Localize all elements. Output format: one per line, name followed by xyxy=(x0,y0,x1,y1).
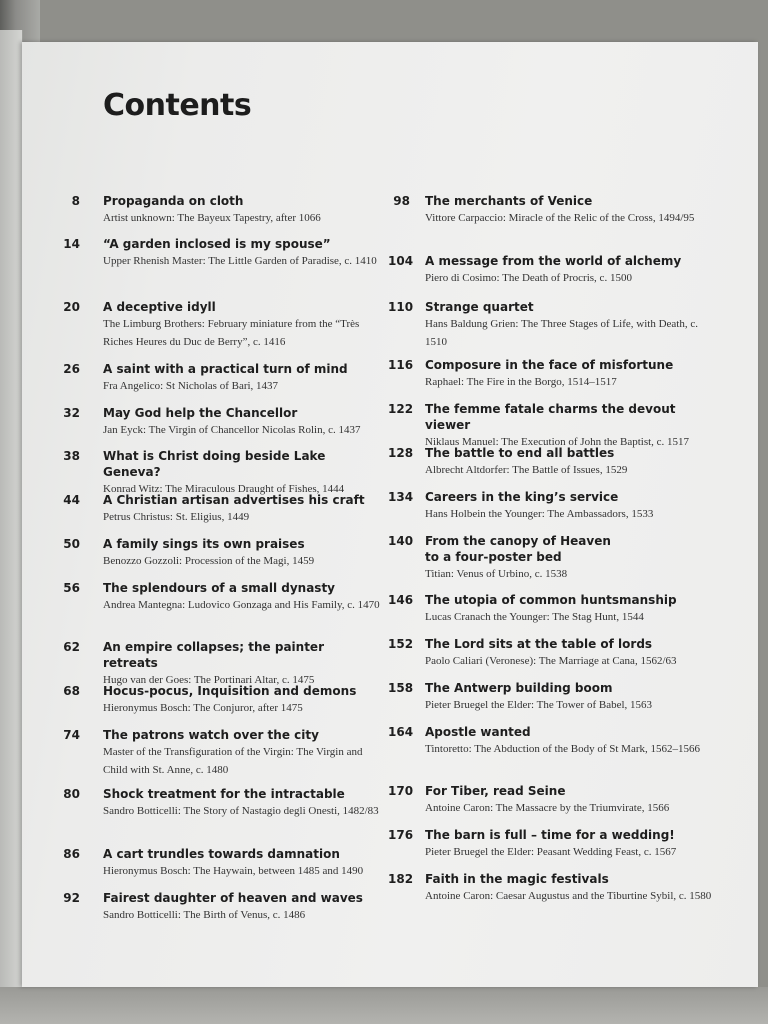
entry-subtitle: Antoine Caron: The Massacre by the Triumvirate, 1566 xyxy=(425,802,670,814)
entry-heading: For Tiber, read Seine xyxy=(425,784,566,798)
contents-entry xyxy=(388,533,718,592)
contents-entry xyxy=(388,827,718,871)
page-number: 170 xyxy=(388,784,414,798)
contents-entry xyxy=(388,253,718,299)
entry-heading: The merchants of Venice xyxy=(425,194,593,208)
entry-heading: A saint with a practical turn of mind xyxy=(103,362,348,376)
entry-subtitle: Hans Holbein the Younger: The Ambassadors, 1533 xyxy=(425,508,654,520)
contents-entry xyxy=(60,405,380,448)
entry-heading: An empire collapses; the painter retreats xyxy=(103,640,324,670)
page-number: 32 xyxy=(63,406,80,420)
contents-entry xyxy=(60,683,380,727)
entry-heading: The femme fatale charms the devout viewer xyxy=(425,402,676,432)
entry-subtitle: Vittore Carpaccio: Miracle of the Relic of the Cross, 1494/95 xyxy=(425,212,695,224)
page-number: 74 xyxy=(63,728,80,742)
page-number: 80 xyxy=(63,787,80,801)
entry-heading: What is Christ doing beside Lake Geneva? xyxy=(103,449,326,479)
contents-entry xyxy=(60,299,380,361)
contents-column-left xyxy=(60,193,380,934)
entry-subtitle: Lucas Cranach the Younger: The Stag Hunt, 1544 xyxy=(425,611,644,623)
page-number: 38 xyxy=(63,449,80,463)
entry-subtitle: Artist unknown: The Bayeux Tapestry, after 1066 xyxy=(103,212,321,224)
page-number: 134 xyxy=(388,490,414,504)
page-number: 56 xyxy=(63,581,80,595)
page-number: 164 xyxy=(388,725,414,739)
entry-heading: Composure in the face of misfortune xyxy=(425,358,674,372)
page-number: 92 xyxy=(63,891,80,905)
contents-entry xyxy=(60,361,380,405)
page-number: 176 xyxy=(388,828,414,842)
entry-subtitle: Hugo van der Goes: The Portinari Altar, c. 1475 xyxy=(103,674,315,686)
contents-entry xyxy=(388,193,718,253)
contents-column-right xyxy=(388,193,718,915)
entry-subtitle: Sandro Botticelli: The Birth of Venus, c. 1486 xyxy=(103,909,306,921)
entry-subtitle: Jan Eyck: The Virgin of Chancellor Nicolas Rolin, c. 1437 xyxy=(103,424,361,436)
entry-heading: Faith in the magic festivals xyxy=(425,872,609,886)
entry-heading: The patrons watch over the city xyxy=(103,728,319,742)
page-number: 44 xyxy=(63,493,80,507)
contents-entry xyxy=(60,236,380,299)
page-number: 152 xyxy=(388,637,414,651)
previous-page-edge xyxy=(0,30,23,990)
entry-subtitle: Paolo Caliari (Veronese): The Marriage at Cana, 1562/63 xyxy=(425,655,677,667)
entry-subtitle: Fra Angelico: St Nicholas of Bari, 1437 xyxy=(103,380,279,392)
page-number: 110 xyxy=(388,300,414,314)
page-number: 20 xyxy=(63,300,80,314)
entry-subtitle: Upper Rhenish Master: The Little Garden of Paradise, c. 1410 xyxy=(103,255,377,267)
entry-subtitle: Antoine Caron: Caesar Augustus and the Tiburtine Sybil, c. 1580 xyxy=(425,890,712,902)
contents-entry xyxy=(388,636,718,680)
contents-entry xyxy=(60,193,380,236)
entry-heading: Strange quartet xyxy=(425,300,534,314)
page-title: Contents xyxy=(103,88,252,123)
page-number: 68 xyxy=(63,684,80,698)
entry-subtitle: Hans Baldung Grien: The Three Stages of Life, with Death, c. 1510 xyxy=(425,318,698,348)
page-number: 50 xyxy=(63,537,80,551)
page-number: 62 xyxy=(63,640,80,654)
entry-heading: Fairest daughter of heaven and waves xyxy=(103,891,363,905)
entry-subtitle: Hieronymus Bosch: The Haywain, between 1485 and 1490 xyxy=(103,865,364,877)
contents-entry xyxy=(388,445,718,489)
entry-heading: The utopia of common huntsmanship xyxy=(425,593,677,607)
contents-entry xyxy=(60,492,380,536)
entry-heading: “A garden inclosed is my spouse” xyxy=(103,237,331,251)
entry-subtitle: Raphael: The Fire in the Borgo, 1514–1517 xyxy=(425,376,617,388)
page-number: 128 xyxy=(388,446,414,460)
entry-subtitle: Hieronymus Bosch: The Conjuror, after 1475 xyxy=(103,702,303,714)
page-number: 146 xyxy=(388,593,414,607)
entry-heading: The splendours of a small dynasty xyxy=(103,581,336,595)
entry-subtitle: Piero di Cosimo: The Death of Procris, c. 1500 xyxy=(425,272,632,284)
contents-entry xyxy=(388,592,718,636)
contents-entry xyxy=(60,580,380,639)
page-number: 158 xyxy=(388,681,414,695)
entry-subtitle: Pieter Bruegel the Elder: Peasant Wedding Feast, c. 1567 xyxy=(425,846,677,858)
contents-entry xyxy=(60,727,380,786)
entry-heading: The barn is full – time for a wedding! xyxy=(425,828,675,842)
entry-subtitle: Sandro Botticelli: The Story of Nastagio degli Onesti, 1482/83 xyxy=(103,805,379,817)
contents-entry xyxy=(388,871,718,915)
contents-entry xyxy=(388,357,718,401)
entry-subtitle: The Limburg Brothers: February miniature from the “Très Riches Heures du Duc de Berry”, c. 1416 xyxy=(103,318,360,348)
table-surface xyxy=(0,987,768,1024)
entry-heading: A cart trundles towards damnation xyxy=(103,847,340,861)
entry-subtitle: Andrea Mantegna: Ludovico Gonzaga and His Family, c. 1470 xyxy=(103,599,380,611)
entry-subtitle: Benozzo Gozzoli: Procession of the Magi, 1459 xyxy=(103,555,315,567)
entry-heading: May God help the Chancellor xyxy=(103,406,298,420)
contents-entry xyxy=(60,448,380,495)
entry-subtitle: Petrus Christus: St. Eligius, 1449 xyxy=(103,511,250,523)
contents-entry xyxy=(388,299,718,357)
entry-subtitle: Master of the Transfiguration of the Virgin: The Virgin and Child with St. Anne, c. 1480 xyxy=(103,746,363,776)
entry-heading: A Christian artisan advertises his craft xyxy=(103,493,365,507)
entry-heading: A deceptive idyll xyxy=(103,300,216,314)
entry-heading: A family sings its own praises xyxy=(103,537,305,551)
contents-entry xyxy=(388,401,718,448)
contents-entry xyxy=(60,846,380,890)
entry-heading: From the canopy of Heaven to a four-poster bed xyxy=(425,534,611,564)
entry-heading: A message from the world of alchemy xyxy=(425,254,682,268)
entry-heading: Hocus-pocus, Inquisition and demons xyxy=(103,684,357,698)
contents-entry xyxy=(388,783,718,827)
entry-subtitle: Niklaus Manuel: The Execution of John the Baptist, c. 1517 xyxy=(425,436,690,448)
contents-entry xyxy=(60,536,380,580)
entry-heading: Careers in the king’s service xyxy=(425,490,619,504)
contents-entry xyxy=(388,680,718,724)
page-number: 182 xyxy=(388,872,414,886)
entry-subtitle: Titian: Venus of Urbino, c. 1538 xyxy=(425,568,568,580)
entry-subtitle: Pieter Bruegel the Elder: The Tower of Babel, 1563 xyxy=(425,699,653,711)
page-number: 116 xyxy=(388,358,414,372)
entry-heading: Apostle wanted xyxy=(425,725,531,739)
entry-subtitle: Tintoretto: The Abduction of the Body of St Mark, 1562–1566 xyxy=(425,743,700,755)
page-number: 8 xyxy=(71,194,80,208)
entry-heading: Shock treatment for the intractable xyxy=(103,787,345,801)
contents-entry xyxy=(60,786,380,846)
page-number: 86 xyxy=(63,847,80,861)
page-number: 140 xyxy=(388,534,414,548)
contents-entry xyxy=(388,489,718,533)
page-number: 26 xyxy=(63,362,80,376)
page-number: 98 xyxy=(393,194,410,208)
page-number: 104 xyxy=(388,254,414,268)
contents-entry xyxy=(60,639,380,686)
entry-subtitle: Konrad Witz: The Miraculous Draught of Fishes, 1444 xyxy=(103,483,345,495)
page-number: 14 xyxy=(63,237,80,251)
contents-entry xyxy=(60,890,380,934)
entry-heading: Propaganda on cloth xyxy=(103,194,244,208)
contents-entry xyxy=(388,724,718,783)
page-number: 122 xyxy=(388,402,414,416)
entry-heading: The Lord sits at the table of lords xyxy=(425,637,653,651)
entry-subtitle: Albrecht Altdorfer: The Battle of Issues, 1529 xyxy=(425,464,628,476)
entry-heading: The battle to end all battles xyxy=(425,446,615,460)
entry-heading: The Antwerp building boom xyxy=(425,681,613,695)
